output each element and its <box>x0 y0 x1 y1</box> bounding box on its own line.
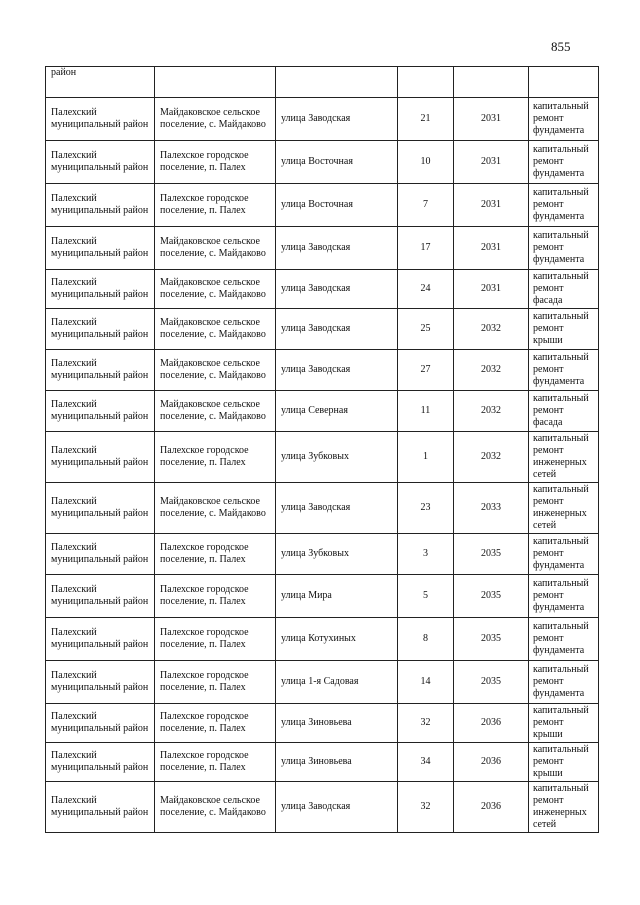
year-cell: 2036 <box>454 782 529 833</box>
house-number-cell: 5 <box>398 575 454 618</box>
table-row <box>46 98 599 141</box>
district-cell: Палехский муниципальный район <box>46 270 155 309</box>
table-row <box>46 432 599 483</box>
work-type-cell: капитальный ремонт инженерных сетей <box>529 782 599 833</box>
street-cell: улица 1-я Садовая <box>276 661 398 704</box>
table-row <box>46 704 599 743</box>
house-number-cell: 8 <box>398 618 454 661</box>
settlement-cell: Майдаковское сельское поселение, с. Майдаково <box>155 270 276 309</box>
year-cell: 2032 <box>454 350 529 391</box>
house-number-cell: 32 <box>398 782 454 833</box>
settlement-cell: Майдаковское сельское поселение, с. Майдаково <box>155 391 276 432</box>
work-type-cell: капитальный ремонт фундамента <box>529 661 599 704</box>
work-type-cell: капитальный ремонт фундамента <box>529 534 599 575</box>
district-cell: Палехский муниципальный район <box>46 432 155 483</box>
street-cell: улица Зиновьева <box>276 743 398 782</box>
district-cell: Палехский муниципальный район <box>46 141 155 184</box>
district-cell: Палехский муниципальный район <box>46 618 155 661</box>
district-cell: Палехский муниципальный район <box>46 98 155 141</box>
settlement-cell: Палехское городское поселение, п. Палех <box>155 432 276 483</box>
work-type-cell: капитальный ремонт крыши <box>529 309 599 350</box>
work-type-cell: капитальный ремонт фундамента <box>529 618 599 661</box>
table-row <box>46 661 599 704</box>
work-type-cell: капитальный ремонт инженерных сетей <box>529 483 599 534</box>
table-row <box>46 227 599 270</box>
table-body <box>46 67 599 833</box>
work-type-cell: капитальный ремонт фундамента <box>529 575 599 618</box>
house-number-cell: 24 <box>398 270 454 309</box>
district-cell: Палехский муниципальный район <box>46 575 155 618</box>
street-cell <box>276 67 398 98</box>
district-cell: Палехский муниципальный район <box>46 661 155 704</box>
table-row <box>46 391 599 432</box>
district-cell: Палехский муниципальный район <box>46 782 155 833</box>
year-cell: 2036 <box>454 704 529 743</box>
year-cell: 2035 <box>454 618 529 661</box>
district-cell: Палехский муниципальный район <box>46 391 155 432</box>
year-cell: 2032 <box>454 309 529 350</box>
street-cell: улица Зубковых <box>276 534 398 575</box>
house-number-cell: 23 <box>398 483 454 534</box>
street-cell: улица Восточная <box>276 184 398 227</box>
street-cell: улица Зиновьева <box>276 704 398 743</box>
year-cell <box>454 67 529 98</box>
settlement-cell: Майдаковское сельское поселение, с. Майдаково <box>155 350 276 391</box>
year-cell: 2031 <box>454 270 529 309</box>
district-cell: Палехский муниципальный район <box>46 483 155 534</box>
house-number-cell: 32 <box>398 704 454 743</box>
district-cell: Палехский муниципальный район <box>46 184 155 227</box>
settlement-cell: Палехское городское поселение, п. Палех <box>155 141 276 184</box>
table-row <box>46 534 599 575</box>
house-number-cell: 21 <box>398 98 454 141</box>
work-type-cell: капитальный ремонт фундамента <box>529 227 599 270</box>
year-cell: 2031 <box>454 227 529 270</box>
work-type-cell: капитальный ремонт инженерных сетей <box>529 432 599 483</box>
settlement-cell <box>155 67 276 98</box>
house-number-cell: 27 <box>398 350 454 391</box>
street-cell: улица Заводская <box>276 227 398 270</box>
work-type-cell <box>529 67 599 98</box>
house-number-cell: 7 <box>398 184 454 227</box>
settlement-cell: Майдаковское сельское поселение, с. Майдаково <box>155 782 276 833</box>
house-number-cell: 11 <box>398 391 454 432</box>
housing-repair-table <box>45 66 599 833</box>
street-cell: улица Котухиных <box>276 618 398 661</box>
table-row <box>46 309 599 350</box>
house-number-cell: 10 <box>398 141 454 184</box>
work-type-cell: капитальный ремонт крыши <box>529 704 599 743</box>
year-cell: 2035 <box>454 661 529 704</box>
year-cell: 2032 <box>454 432 529 483</box>
table-row <box>46 483 599 534</box>
work-type-cell: капитальный ремонт фасада <box>529 270 599 309</box>
table-row <box>46 141 599 184</box>
page-number: 855 <box>551 39 571 54</box>
work-type-cell: капитальный ремонт фундамента <box>529 184 599 227</box>
district-cell: Палехский муниципальный район <box>46 309 155 350</box>
settlement-cell: Майдаковское сельское поселение, с. Майдаково <box>155 227 276 270</box>
settlement-cell: Палехское городское поселение, п. Палех <box>155 661 276 704</box>
street-cell: улица Заводская <box>276 309 398 350</box>
settlement-cell: Палехское городское поселение, п. Палех <box>155 534 276 575</box>
table-row <box>46 575 599 618</box>
district-cell: Палехский муниципальный район <box>46 704 155 743</box>
work-type-cell: капитальный ремонт фасада <box>529 391 599 432</box>
work-type-cell: капитальный ремонт фундамента <box>529 141 599 184</box>
district-cell: Палехский муниципальный район <box>46 350 155 391</box>
year-cell: 2035 <box>454 534 529 575</box>
table-row <box>46 184 599 227</box>
settlement-cell: Майдаковское сельское поселение, с. Майдаково <box>155 309 276 350</box>
table-row <box>46 350 599 391</box>
street-cell: улица Заводская <box>276 483 398 534</box>
work-type-cell: капитальный ремонт фундамента <box>529 98 599 141</box>
district-cell: Палехский муниципальный район <box>46 743 155 782</box>
street-cell: улица Заводская <box>276 98 398 141</box>
street-cell: улица Мира <box>276 575 398 618</box>
street-cell: улица Заводская <box>276 350 398 391</box>
street-cell: улица Заводская <box>276 270 398 309</box>
year-cell: 2031 <box>454 141 529 184</box>
settlement-cell: Палехское городское поселение, п. Палех <box>155 184 276 227</box>
settlement-cell: Палехское городское поселение, п. Палех <box>155 743 276 782</box>
street-cell: улица Северная <box>276 391 398 432</box>
year-cell: 2032 <box>454 391 529 432</box>
year-cell: 2036 <box>454 743 529 782</box>
settlement-cell: Палехское городское поселение, п. Палех <box>155 575 276 618</box>
house-number-cell: 1 <box>398 432 454 483</box>
house-number-cell: 25 <box>398 309 454 350</box>
district-cell: Палехский муниципальный район <box>46 534 155 575</box>
table-row <box>46 743 599 782</box>
year-cell: 2033 <box>454 483 529 534</box>
street-cell: улица Восточная <box>276 141 398 184</box>
house-number-cell: 34 <box>398 743 454 782</box>
year-cell: 2035 <box>454 575 529 618</box>
settlement-cell: Палехское городское поселение, п. Палех <box>155 704 276 743</box>
house-number-cell: 14 <box>398 661 454 704</box>
table-row-continued <box>46 67 599 98</box>
table-row <box>46 270 599 309</box>
year-cell: 2031 <box>454 184 529 227</box>
house-number-cell <box>398 67 454 98</box>
district-cell: Палехский муниципальный район <box>46 227 155 270</box>
work-type-cell: капитальный ремонт фундамента <box>529 350 599 391</box>
work-type-cell: капитальный ремонт крыши <box>529 743 599 782</box>
street-cell: улица Зубковых <box>276 432 398 483</box>
table-row <box>46 782 599 833</box>
settlement-cell: Палехское городское поселение, п. Палех <box>155 618 276 661</box>
house-number-cell: 17 <box>398 227 454 270</box>
table-row <box>46 618 599 661</box>
settlement-cell: Майдаковское сельское поселение, с. Майдаково <box>155 98 276 141</box>
street-cell: улица Заводская <box>276 782 398 833</box>
settlement-cell: Майдаковское сельское поселение, с. Майдаково <box>155 483 276 534</box>
year-cell: 2031 <box>454 98 529 141</box>
district-cell: район <box>46 67 155 98</box>
house-number-cell: 3 <box>398 534 454 575</box>
